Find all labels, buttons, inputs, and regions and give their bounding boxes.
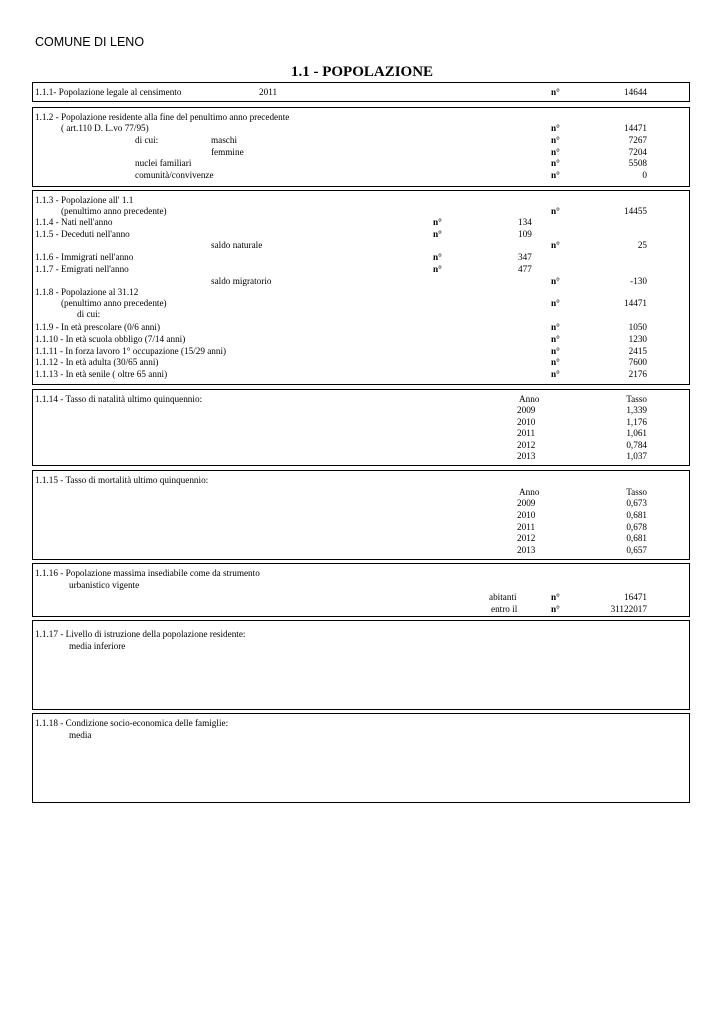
nuclei-label: nuclei familiari [135,158,192,168]
mortalita-anno: 2011 [517,522,536,532]
entro-label: entro il [491,604,518,614]
n-mark: n° [551,604,560,614]
value-1-1-17: media inferiore [69,641,126,651]
maschi-value: 7267 [628,135,647,145]
nuclei-value: 5508 [628,158,647,168]
n-mark: n° [551,369,560,379]
mortalita-anno: 2012 [517,533,536,543]
femmine-value: 7204 [628,147,647,157]
value-1-1-6: 347 [518,252,532,262]
section-1-1-15 [32,470,690,560]
value-1-1-5: 109 [518,229,532,239]
n-mark: n° [551,322,560,332]
label-1-1-6: 1.1.6 - Immigrati nell'anno [35,252,134,262]
maschi-label: maschi [211,135,238,145]
label-1-1-16b: urbanistico vigente [69,580,140,590]
section-1-1-2 [32,107,690,187]
n-mark: n° [551,592,560,602]
value-1-1-8: 14471 [624,298,647,308]
natalita-tasso: 1,037 [626,451,647,461]
label-1-1-11: 1.1.11 - In forza lavoro 1° occupazione (15/29 anni) [35,346,227,356]
n-mark: n° [433,264,442,274]
n-mark: n° [433,252,442,262]
label-1-1-4: 1.1.4 - Nati nell'anno [35,217,113,227]
natalita-anno: 2009 [517,405,536,415]
value-1-1-7: 477 [518,264,532,274]
mortalita-anno: 2009 [517,498,536,508]
census-year: 2011 [259,87,278,97]
natalita-label: 1.1.14 - Tasso di natalità ultimo quinquennio: [35,394,203,404]
value-1-1-10: 1230 [628,334,647,344]
mortalita-tasso: 0,673 [626,498,647,508]
dicui-label: di cui: [77,309,101,319]
page-title: 1.1 - POPOLAZIONE [290,64,434,80]
value-1-1-3: 14455 [624,206,647,216]
natalita-tasso: 1,176 [626,417,647,427]
saldo-naturale-value: 25 [637,240,647,250]
comunita-label: comunità/convivenze [135,170,214,180]
mortalita-anno: 2013 [517,545,536,555]
label-1-1-5: 1.1.5 - Deceduti nell'anno [35,229,130,239]
value-1-1-2: 14471 [624,123,647,133]
abitanti-value: 16471 [624,592,647,602]
n-mark: n° [551,123,560,133]
col-anno: Anno [519,487,540,497]
saldo-naturale-label: saldo naturale [211,240,263,250]
label-1-1-9: 1.1.9 - In età prescolare (0/6 anni) [35,322,161,332]
ref-1-1-2: ( art.110 D. L.vo 77/95) [61,123,149,133]
natalita-anno: 2011 [517,428,536,438]
natalita-anno: 2013 [517,451,536,461]
n-mark: n° [551,276,560,286]
n-mark: n° [433,217,442,227]
section-1-1-17 [32,620,690,710]
label-1-1-18: 1.1.18 - Condizione socio-economica delle famiglie: [35,718,229,728]
natalita-tasso: 1,061 [626,428,647,438]
label-1-1-3: 1.1.3 - Popolazione all' 1.1 [35,195,134,205]
n-mark: n° [433,229,442,239]
value-1-1-9: 1050 [628,322,647,332]
mortalita-anno: 2010 [517,510,536,520]
label-1-1-10: 1.1.10 - In età scuola obbligo (7/14 anni) [35,334,186,344]
label-1-1-3b: (penultimo anno precedente) [61,206,167,216]
label-1-1-12: 1.1.12 - In età adulta (30/65 anni) [35,357,159,367]
label-1-1-2: 1.1.2 - Popolazione residente alla fine del penultimo anno precedente [35,112,290,122]
col-tasso: Tasso [626,394,647,404]
dicui-label: di cui: [135,135,159,145]
section-1-1-16 [32,563,690,617]
label-1-1-8: 1.1.8 - Popolazione al 31.12 [35,287,139,297]
n-mark: n° [551,135,560,145]
n-mark: n° [551,240,560,250]
section-1-1-1 [32,82,690,102]
col-anno: Anno [519,394,540,404]
value-1-1-1: 14644 [624,87,647,97]
mortalita-tasso: 0,678 [626,522,647,532]
label-1-1-8b: (penultimo anno precedente) [61,298,167,308]
mortalita-tasso: 0,657 [626,545,647,555]
natalita-anno: 2012 [517,440,536,450]
section-1-1-3 [32,190,690,385]
value-1-1-12: 7600 [628,357,647,367]
label-1-1-7: 1.1.7 - Emigrati nell'anno [35,264,129,274]
n-mark: n° [551,357,560,367]
value-1-1-13: 2176 [628,369,647,379]
mortalita-tasso: 0,681 [626,533,647,543]
value-1-1-18: media [69,730,92,740]
col-tasso: Tasso [626,487,647,497]
mortalita-label: 1.1.15 - Tasso di mortalità ultimo quinquennio: [35,475,209,485]
n-mark: n° [551,334,560,344]
entro-value: 31122017 [610,604,647,614]
section-1-1-18 [32,713,690,803]
n-mark: n° [551,147,560,157]
label-1-1-13: 1.1.13 - In età senile ( oltre 65 anni) [35,369,168,379]
n-mark: n° [551,206,560,216]
natalita-tasso: 1,339 [626,405,647,415]
value-1-1-4: 134 [518,217,532,227]
natalita-anno: 2010 [517,417,536,427]
n-mark: n° [551,158,560,168]
saldo-migratorio-label: saldo migratorio [211,276,272,286]
section-1-1-14 [32,389,690,466]
value-1-1-11: 2415 [628,346,647,356]
comunita-value: 0 [642,170,647,180]
femmine-label: femmine [211,147,244,157]
label-1-1-16: 1.1.16 - Popolazione massima insediabile come da strumento [35,568,260,578]
mortalita-tasso: 0,681 [626,510,647,520]
natalita-tasso: 0,784 [626,440,647,450]
n-mark: n° [551,87,560,97]
label-1-1-1: 1.1.1- Popolazione legale al censimento [35,87,182,97]
n-mark: n° [551,346,560,356]
n-mark: n° [551,170,560,180]
abitanti-label: abitanti [489,592,517,602]
comune-name: COMUNE DI LENO [35,35,145,49]
saldo-migratorio-value: -130 [630,276,647,286]
label-1-1-17: 1.1.17 - Livello di istruzione della popolazione residente: [35,629,246,639]
n-mark: n° [551,298,560,308]
